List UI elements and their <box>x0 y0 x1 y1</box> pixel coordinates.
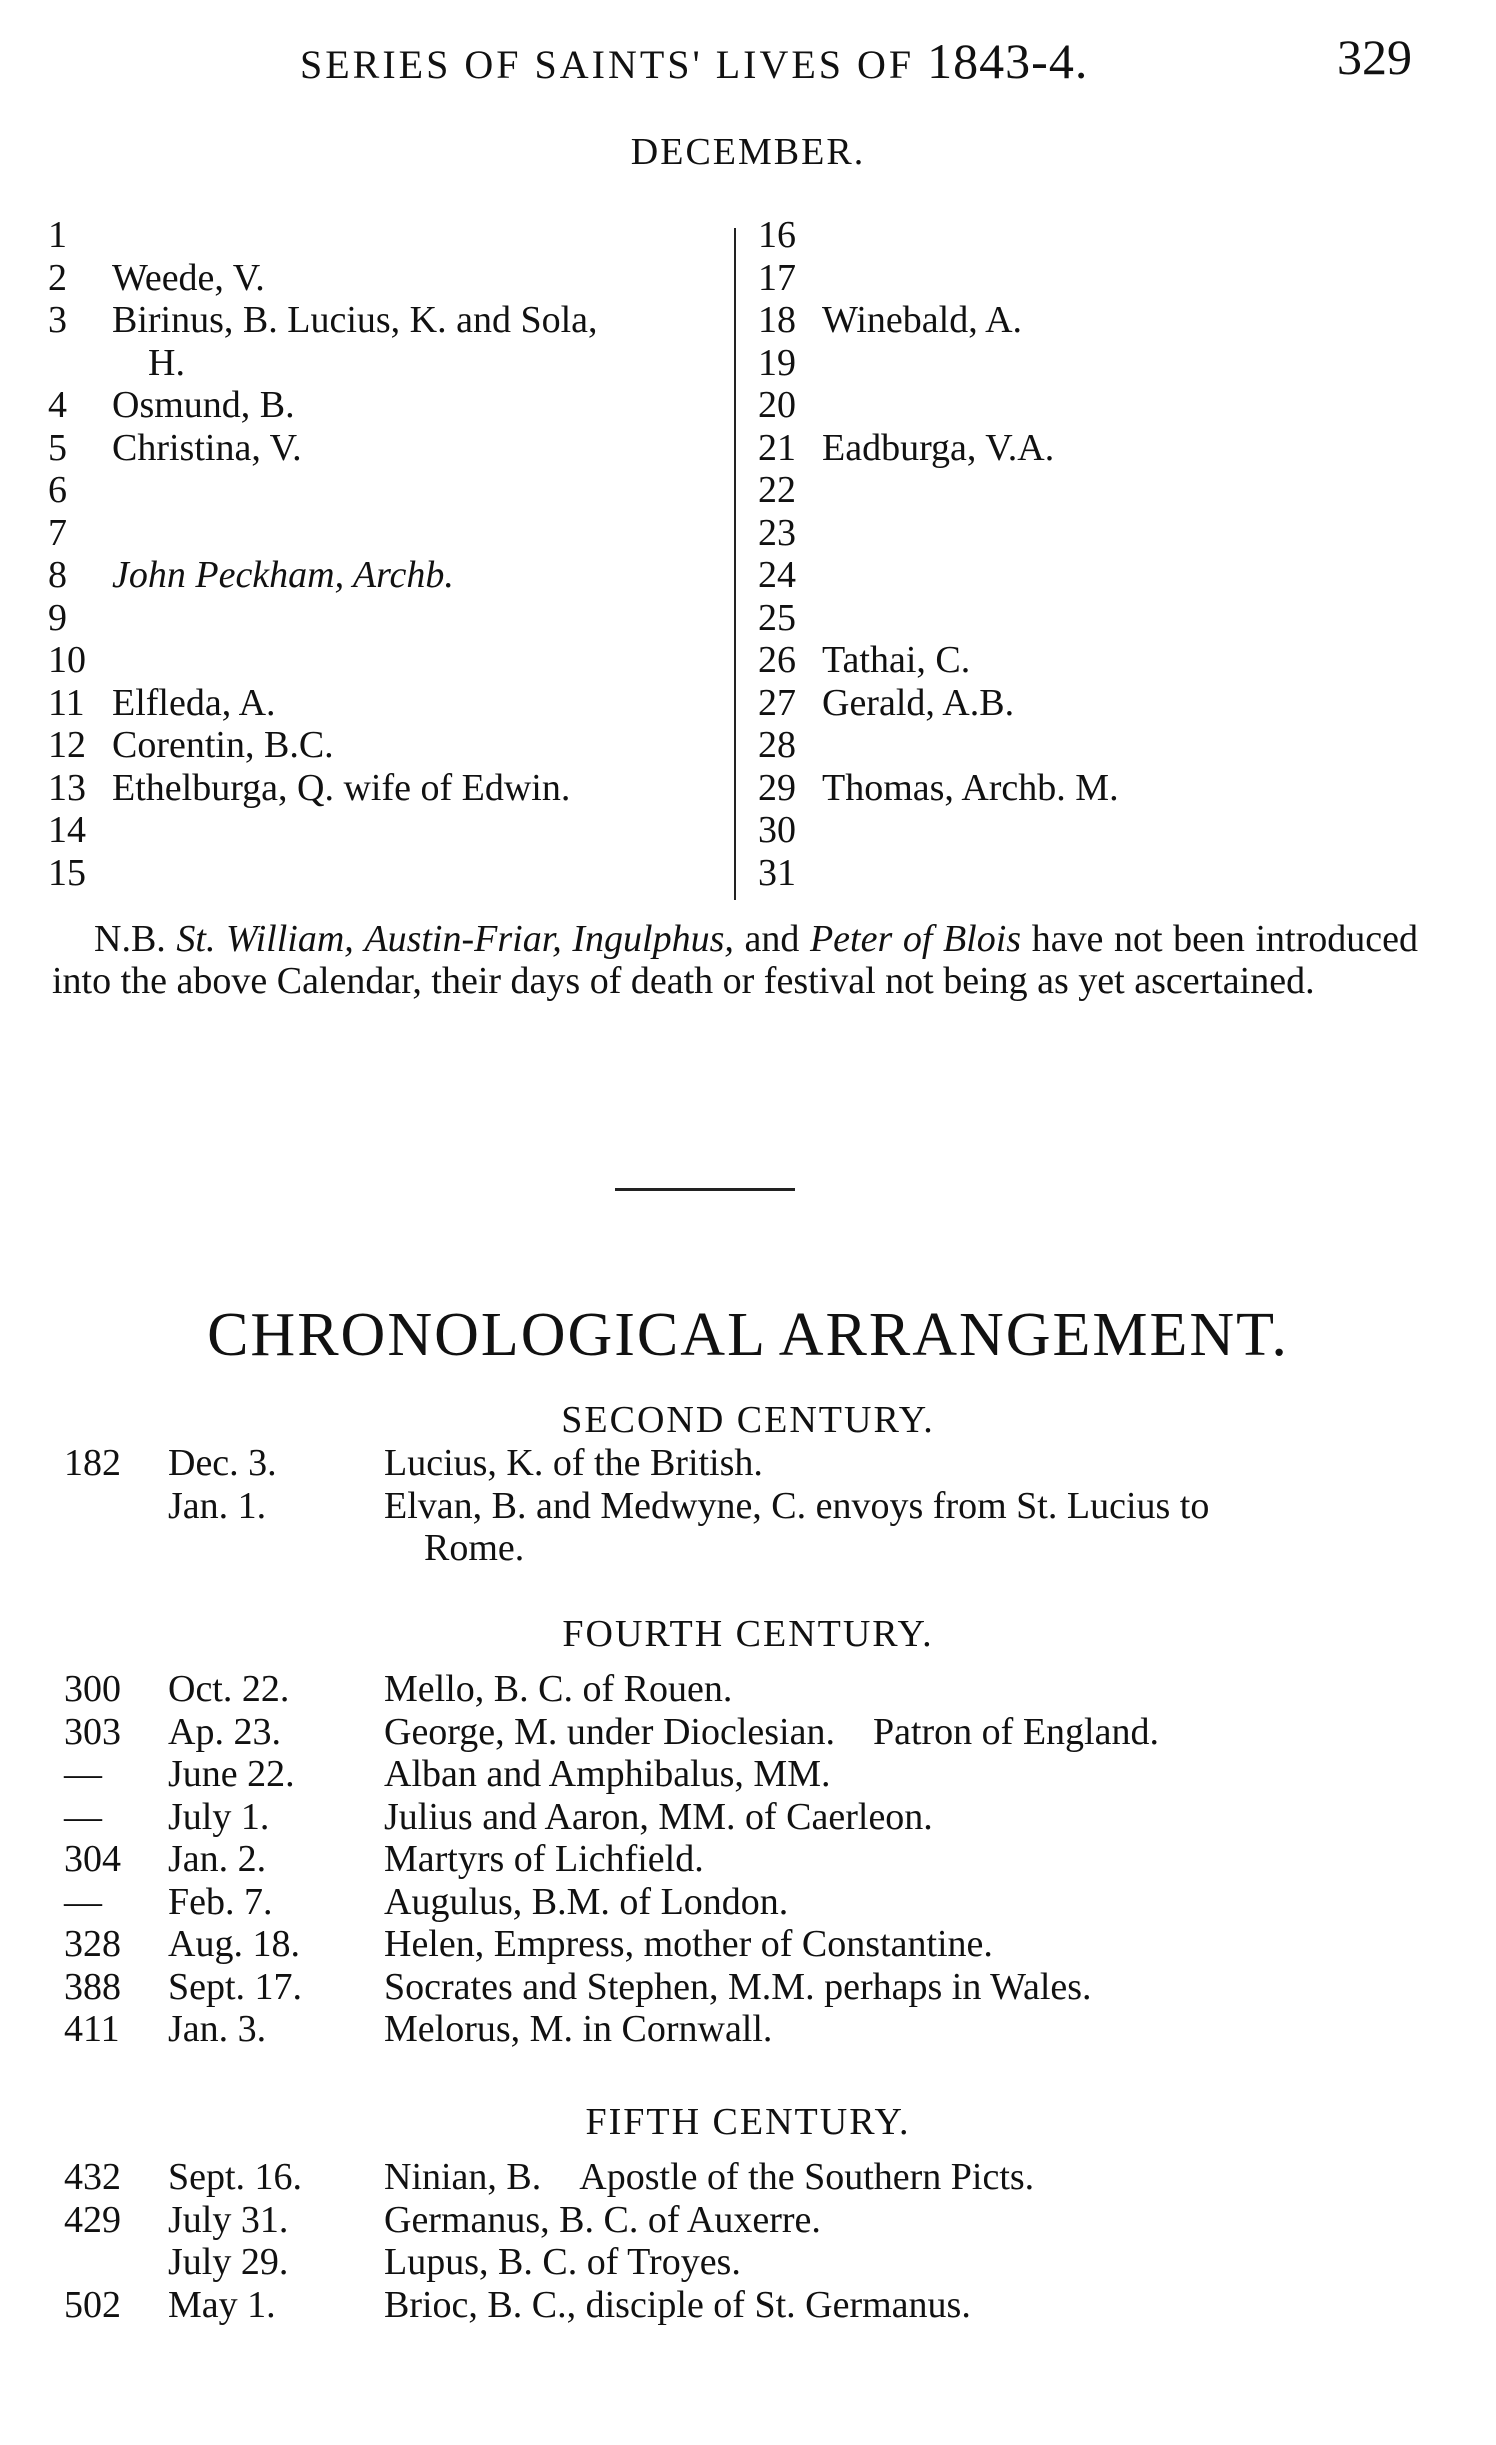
calendar-row <box>48 427 728 470</box>
calendar-row <box>48 554 728 597</box>
calendar-row <box>758 639 1398 682</box>
chronology-date: Sept. 16. <box>168 2156 303 2198</box>
chronology-entry-text: Mello, B. C. of Rouen. <box>384 1668 733 1710</box>
chronology-date: May 1. <box>168 2283 276 2326</box>
calendar-row <box>48 682 728 725</box>
chronology-entry <box>384 1753 1424 1796</box>
calendar-day-number: 22 <box>758 469 796 511</box>
chronology-entry <box>384 1485 1424 1570</box>
calendar-row <box>48 214 728 257</box>
calendar-saint-entry: Birinus, B. Lucius, K. and Sola, <box>112 299 598 341</box>
chronology-row <box>64 1796 1424 1839</box>
calendar-day-number: 19 <box>758 341 796 384</box>
chronology-entry-extra: Patron of England. <box>872 1710 1159 1753</box>
chronology-row <box>64 1838 1424 1881</box>
calendar-day-number: 2 <box>48 256 67 299</box>
chronology-year: — <box>64 1753 102 1795</box>
note-conjunction: and <box>744 918 800 960</box>
chronology-row <box>64 1881 1424 1924</box>
calendar-day-number: 11 <box>48 681 85 724</box>
chronology-year <box>64 2241 168 2284</box>
calendar-day-number: 1 <box>48 214 67 256</box>
calendar-saint-entry: John Peckham, Archb. <box>112 554 454 596</box>
chronology-row <box>64 1753 1424 1796</box>
calendar-day-number: 10 <box>48 639 86 681</box>
running-header <box>0 22 1496 92</box>
calendar-row <box>48 342 728 385</box>
chronology-year: 432 <box>64 2156 121 2198</box>
calendar-row <box>758 767 1398 810</box>
chronology-entry-text: George, M. under Dioclesian. <box>384 1710 835 1753</box>
calendar-saint-entry: Tathai, C. <box>822 639 971 681</box>
calendar-day-number: 30 <box>758 809 796 851</box>
calendar-day-number: 5 <box>48 426 67 469</box>
calendar-note <box>52 918 1418 1002</box>
running-title-year: 1843-4. <box>927 33 1089 89</box>
chronology-row <box>64 1711 1424 1754</box>
chronology-row <box>64 1442 1424 1485</box>
chronology-year: 411 <box>64 2008 120 2050</box>
calendar-day-number: 7 <box>48 511 67 554</box>
calendar-saint-entry: Ethelburga, Q. wife of Edwin. <box>112 766 571 809</box>
note-rest: have not been introduced into the above Calendar, their days of death or festival not being as yet ascertained. <box>52 918 1418 1002</box>
calendar-day-number: 12 <box>48 724 86 766</box>
calendar-day-number: 15 <box>48 851 86 894</box>
calendar-row <box>758 724 1398 767</box>
chronology-entry <box>384 2008 1424 2051</box>
calendar-day-number: 3 <box>48 299 67 341</box>
chronology-entry-text: Alban and Amphibalus, MM. <box>384 1753 831 1795</box>
chronology-row <box>64 1485 1424 1570</box>
chronology-year: 300 <box>64 1668 121 1710</box>
calendar-day-number: 18 <box>758 299 796 341</box>
calendar-day-number: 4 <box>48 384 67 426</box>
calendar-day-number: 25 <box>758 596 796 639</box>
chronology-date: July 31. <box>168 2198 289 2241</box>
chronology-entry-text: Socrates and Stephen, M.M. perhaps in Wales. <box>384 1965 1092 2008</box>
calendar-row <box>48 767 728 810</box>
calendar-row <box>758 852 1398 895</box>
fourth-century-list <box>64 1668 1424 2051</box>
calendar-saint-entry: Osmund, B. <box>112 384 295 426</box>
chronology-entry <box>384 2284 1424 2327</box>
running-title <box>300 32 1088 90</box>
chronology-entry-text: Brioc, B. C., disciple of St. Germanus. <box>384 2283 971 2326</box>
calendar-row <box>758 214 1398 257</box>
chronology-entry <box>384 1923 1424 1966</box>
calendar-left-column <box>48 214 728 894</box>
chronology-date: July 29. <box>168 2241 289 2283</box>
chronology-year: 182 <box>64 1442 121 1484</box>
chronology-date: July 1. <box>168 1795 270 1838</box>
calendar-row <box>758 384 1398 427</box>
chronology-entry <box>384 1668 1424 1711</box>
calendar-day-number: 14 <box>48 809 86 851</box>
chronology-date: Aug. 18. <box>168 1923 300 1965</box>
chronological-title: CHRONOLOGICAL ARRANGEMENT. <box>207 1301 1289 1369</box>
calendar-row <box>48 512 728 555</box>
chronology-entry-text: Augulus, B.M. of London. <box>384 1880 789 1923</box>
chronology-year: 303 <box>64 1710 121 1753</box>
note-name-peter: Peter of Blois <box>809 918 1022 960</box>
chronology-date: Sept. 17. <box>168 1965 303 2008</box>
century-title-second: SECOND CENTURY. <box>561 1399 935 1441</box>
chronology-row <box>64 2284 1424 2327</box>
running-title-text: SERIES OF SAINTS' LIVES OF <box>300 42 915 87</box>
chronology-entry-text: Martyrs of Lichfield. <box>384 1838 704 1880</box>
calendar-row <box>48 639 728 682</box>
chronology-entry-text: Germanus, B. C. of Auxerre. <box>384 2198 821 2241</box>
calendar-day-number: 13 <box>48 766 86 809</box>
century-title-fifth: FIFTH CENTURY. <box>585 2101 911 2143</box>
chronology-row <box>64 1668 1424 1711</box>
calendar-day-number: 26 <box>758 639 796 681</box>
calendar-row <box>48 299 728 342</box>
chronology-row <box>64 2241 1424 2284</box>
chronology-entry-text: Helen, Empress, mother of Constantine. <box>384 1923 993 1965</box>
chronology-entry <box>384 1442 1424 1485</box>
calendar-row <box>758 554 1398 597</box>
calendar-day-number <box>48 342 148 385</box>
calendar-day-number: 23 <box>758 511 796 554</box>
calendar-day-number: 28 <box>758 724 796 766</box>
calendar-saint-entry: Eadburga, V.A. <box>822 426 1055 469</box>
chronology-entry <box>384 2199 1424 2242</box>
chronology-entry-extra: Apostle of the Southern Picts. <box>579 2156 1035 2198</box>
calendar-saint-entry: H. <box>148 341 185 384</box>
chronology-date: Oct. 22. <box>168 1668 290 1710</box>
calendar-day-number: 27 <box>758 681 796 724</box>
calendar-saint-entry: Thomas, Archb. M. <box>822 766 1119 809</box>
calendar-saint-entry: Elfleda, A. <box>112 681 276 724</box>
calendar-day-number: 17 <box>758 256 796 299</box>
century-title-fourth: FOURTH CENTURY. <box>562 1613 934 1655</box>
chronology-year: — <box>64 1795 102 1838</box>
chronology-row <box>64 1966 1424 2009</box>
chronology-row <box>64 1923 1424 1966</box>
chronology-entry-text: Elvan, B. and Medwyne, C. envoys from St. Lucius to <box>384 1484 1210 1527</box>
chronology-entry <box>384 1838 1424 1881</box>
calendar-row <box>758 342 1398 385</box>
calendar-row <box>48 597 728 640</box>
chronology-entry <box>384 2156 1424 2199</box>
section-divider-rule <box>615 1188 795 1191</box>
calendar-row <box>758 299 1398 342</box>
chronology-date: Jan. 2. <box>168 1838 267 1880</box>
calendar-saint-entry: Christina, V. <box>112 426 302 469</box>
calendar-month-title: DECEMBER. <box>630 131 866 173</box>
calendar-row <box>758 427 1398 470</box>
calendar-row <box>48 257 728 300</box>
calendar-row <box>48 852 728 895</box>
chronology-entry <box>384 2241 1424 2284</box>
chronology-entry-text: Ninian, B. <box>384 2156 542 2198</box>
chronology-row <box>64 2008 1424 2051</box>
chronology-date: Jan. 1. <box>168 1484 267 1527</box>
calendar-row <box>758 257 1398 300</box>
calendar-day-number: 29 <box>758 766 796 809</box>
chronology-year: 388 <box>64 1965 121 2008</box>
calendar-day-number: 8 <box>48 554 67 596</box>
calendar-row <box>758 512 1398 555</box>
chronology-entry-text: Julius and Aaron, MM. of Caerleon. <box>384 1795 933 1838</box>
calendar-day-number: 16 <box>758 214 796 256</box>
calendar-right-column <box>758 214 1398 894</box>
calendar-row <box>48 469 728 512</box>
fifth-century-list <box>64 2156 1424 2326</box>
chronology-entry-text: Lupus, B. C. of Troyes. <box>384 2241 741 2283</box>
calendar-day-number: 9 <box>48 596 67 639</box>
chronology-date: Ap. 23. <box>168 1710 281 1753</box>
chronology-date: June 22. <box>168 1753 295 1795</box>
calendar-day-number: 21 <box>758 426 796 469</box>
chronology-year: — <box>64 1880 102 1923</box>
calendar-day-number: 20 <box>758 384 796 426</box>
chronology-year: 429 <box>64 2198 121 2241</box>
calendar-saint-entry: Weede, V. <box>112 256 265 299</box>
chronology-entry-text: Melorus, M. in Cornwall. <box>384 2008 773 2050</box>
chronology-row <box>64 2156 1424 2199</box>
calendar-day-number: 31 <box>758 851 796 894</box>
calendar-row <box>48 809 728 852</box>
chronology-entry-text: Lucius, K. of the British. <box>384 1442 763 1484</box>
note-name-austin: Austin-Friar, <box>364 918 562 960</box>
chronology-year: 328 <box>64 1923 121 1965</box>
chronology-date: Feb. 7. <box>168 1880 273 1923</box>
chronology-year: 502 <box>64 2283 121 2326</box>
chronology-date: Jan. 3. <box>168 2008 267 2050</box>
chronology-entry <box>384 1711 1424 1754</box>
calendar-column-divider <box>734 228 736 900</box>
page-number: 329 <box>1337 29 1412 85</box>
chronology-entry <box>384 1881 1424 1924</box>
calendar-row <box>758 597 1398 640</box>
note-name-william: St. William, <box>176 918 354 960</box>
calendar-row <box>48 724 728 767</box>
note-name-ingulphus: Ingulphus, <box>572 918 734 960</box>
chronology-entry <box>384 1966 1424 2009</box>
chronology-date: Dec. 3. <box>168 1442 277 1484</box>
calendar-saint-entry: Gerald, A.B. <box>822 681 1015 724</box>
chronology-entry <box>384 1796 1424 1839</box>
calendar-day-number: 6 <box>48 469 67 511</box>
calendar-row <box>758 469 1398 512</box>
chronology-year <box>64 1485 168 1570</box>
chronology-entry-continuation: Rome. <box>424 1527 525 1569</box>
calendar-row <box>758 682 1398 725</box>
calendar-day-number: 24 <box>758 554 796 596</box>
calendar-saint-entry: Winebald, A. <box>822 299 1023 341</box>
chronology-row <box>64 2199 1424 2242</box>
calendar-row <box>48 384 728 427</box>
note-prefix: N.B. <box>94 918 166 960</box>
calendar-row <box>758 809 1398 852</box>
chronology-year: 304 <box>64 1838 121 1880</box>
second-century-list <box>64 1442 1424 1570</box>
calendar-saint-entry: Corentin, B.C. <box>112 724 334 766</box>
